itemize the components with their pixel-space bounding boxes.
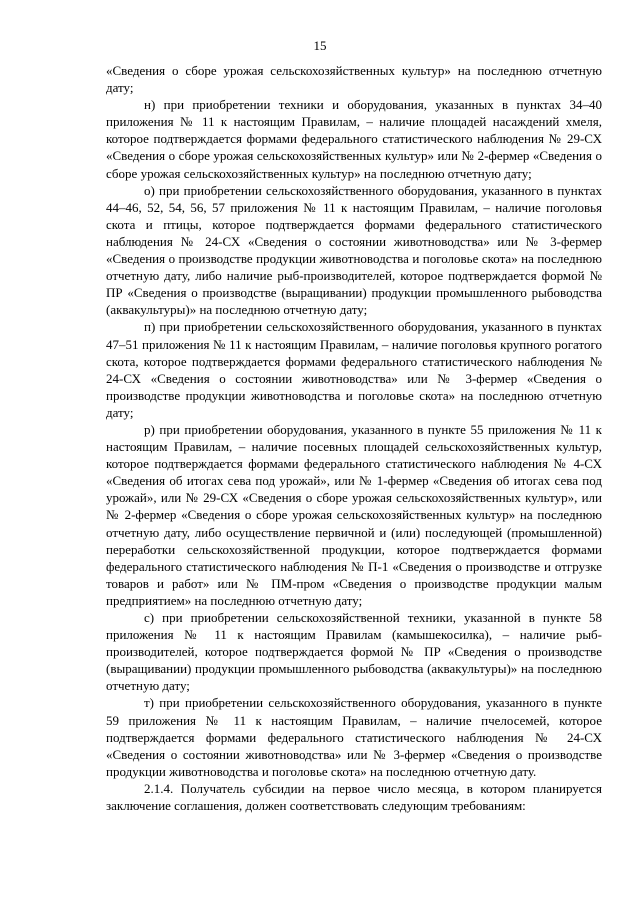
document-body <box>106 62 602 814</box>
paragraph: о) при приобретении сельскохозяйственного оборудования, указанного в пунктах 44–46, 52, 54, 56, 57 приложения № 11 к настоящим Правилам, – наличие поголовья скота и птицы, которое подтверждается формами федерального статистического наблюдения № 24-СХ «Сведения о состоянии животноводства» или № 3-фермер «Сведения о производстве продукции животноводства и поголовье скота» на последнюю отчетную дату, либо наличие рыб-производителей, которое подтверждается формой № ПР «Сведения о производстве (выращивании) продукции промышленного рыбоводства (аквакультуры)» на последнюю отчетную дату; <box>106 182 602 318</box>
paragraph: «Сведения о сборе урожая сельскохозяйственных культур» на последнюю отчетную дату; <box>106 63 602 96</box>
paragraph: 2.1.4. Получатель субсидии на первое число месяца, в котором планируется заключение соглашения, должен соответствовать следующим требованиям: <box>106 780 602 814</box>
paragraph: с) при приобретении сельскохозяйственной техники, указанной в пункте 58 приложения № 11 к настоящим Правилам (камышекосилка), – наличие рыб-производителей, которое подтверждается формой № ПР «Сведения о производстве (выращивании) продукции промышленного рыбоводства (аквакультуры)» на последнюю отчетную дату; <box>106 610 602 694</box>
paragraph: р) при приобретении оборудования, указанного в пункте 55 приложения № 11 к настоящим Правилам, – наличие посевных площадей сельскохозяйственных культур, которое подтверждается формами федерального статистического наблюдения № 4-СХ «Сведения об итогах сева под урожай», или № 1-фермер «Сведения об итогах сева под урожай», или № 29-СХ «Сведения о сборе урожая сельскохозяйственных культур», или № 2-фермер «Сведения о сборе урожая сельскохозяйственных культур» на последнюю отчетную дату, либо осуществление первичной и (или) последующей (промышленной) переработки сельскохозяйственной продукции, которое подтверждается формами федерального статистического наблюдения № П-1 «Сведения о производстве и отгрузке товаров и работ» или № ПМ-пром «Сведения о производстве продукции малым предприятием» на последнюю отчетную дату; <box>106 421 602 608</box>
page-number: 15 <box>313 38 327 53</box>
paragraph: п) при приобретении сельскохозяйственного оборудования, указанного в пунктах 47–51 приложения № 11 к настоящим Правилам, – наличие поголовья крупного рогатого скота, которое подтверждается формами федерального статистического наблюдения № 24-СХ «Сведения о состоянии животноводства» или № 3-фермер «Сведения о производстве продукции животноводства и поголовье скота» на последнюю отчетную дату; <box>106 319 602 420</box>
paragraph: н) при приобретении техники и оборудования, указанных в пунктах 34–40 приложения № 11 к настоящим Правилам, – наличие площадей насаждений хмеля, которое подтверждается формами федерального статистического наблюдения № 29-СХ «Сведения о сборе урожая сельскохозяйственных культур» или № 2-фермер «Сведения о сборе урожая сельскохозяйственных культур» на последнюю отчетную дату; <box>106 97 602 181</box>
paragraph: т) при приобретении сельскохозяйственного оборудования, указанного в пункте 59 приложения № 11 к настоящим Правилам, – наличие пчелосемей, которое подтверждается формами федерального статистического наблюдения № 24-СХ «Сведения о состоянии животноводства» или № 3-фермер «Сведения о производстве продукции животноводства и поголовье скота» на последнюю отчетную дату. <box>106 695 602 779</box>
